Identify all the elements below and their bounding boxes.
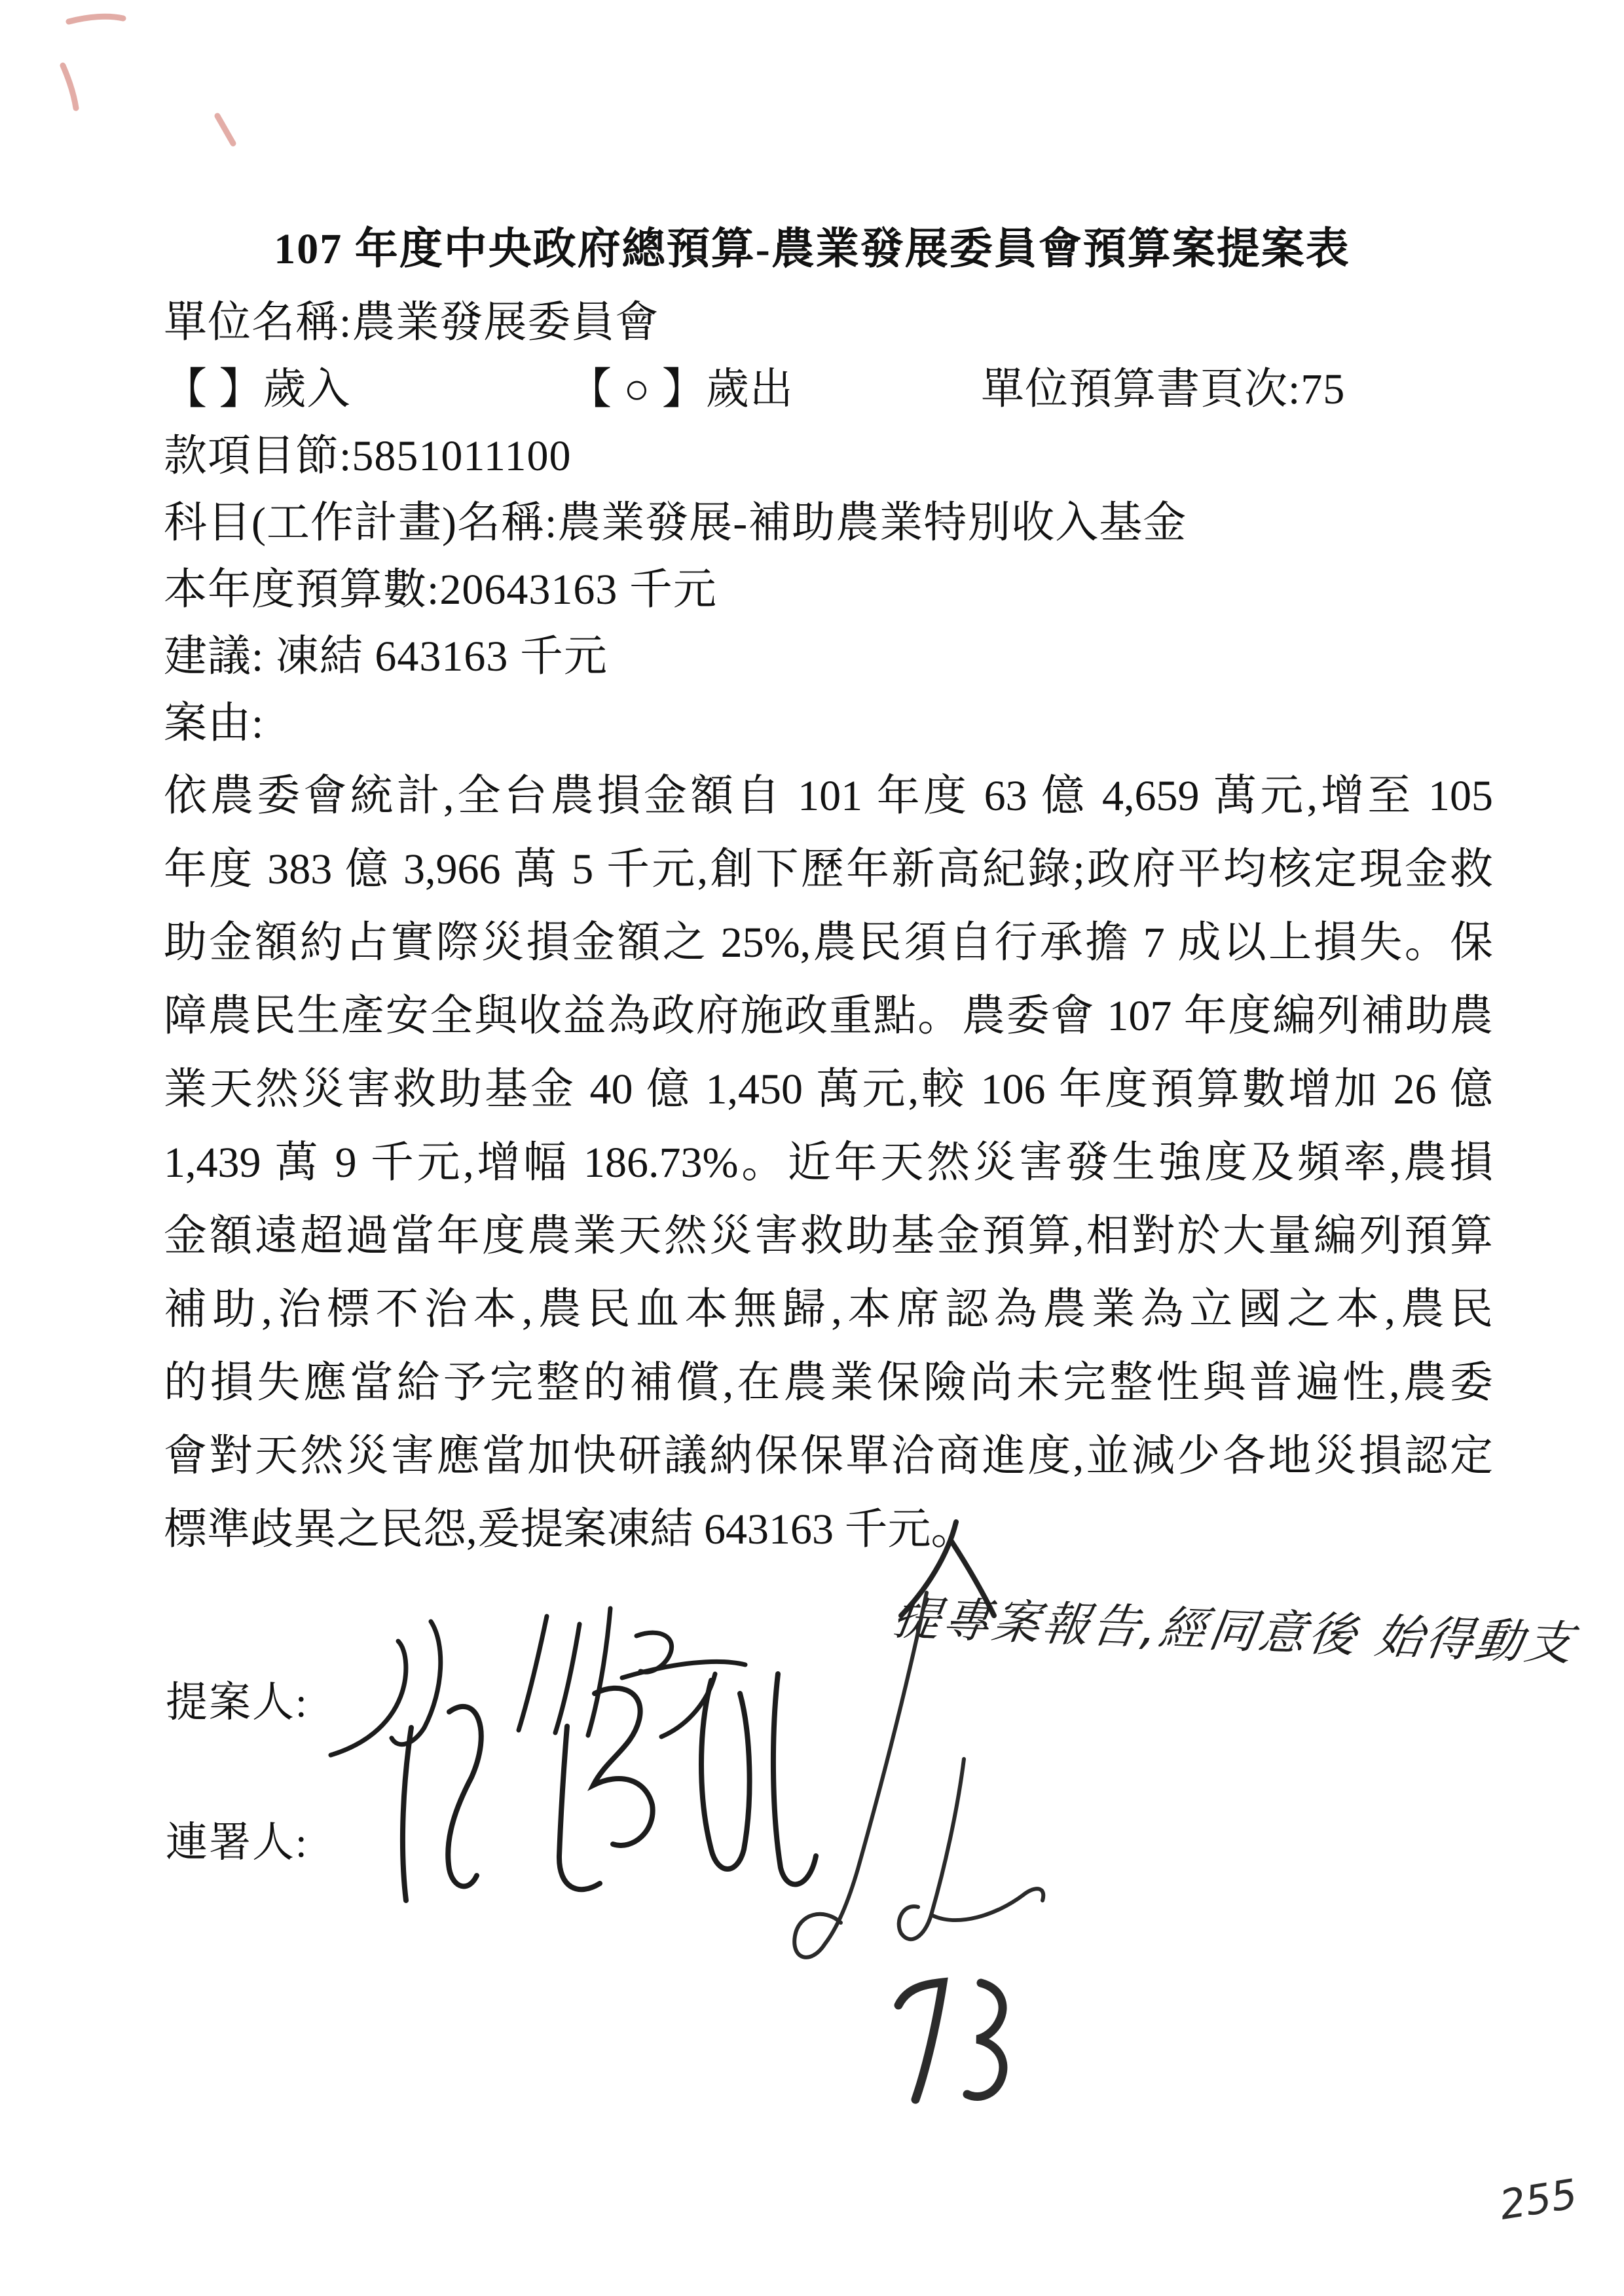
proposer-label: 提案人:	[166, 1679, 308, 1726]
body-line: 金額遠超過當年度農業天然災害救助基金預算,相對於大量編列預算	[164, 1212, 1493, 1260]
body-line: 會對天然災害應當加快研議納保保單洽商進度,並減少各地災損認定	[164, 1432, 1493, 1480]
checkbox-revenue: 【 】歲入	[164, 365, 351, 413]
handwritten-annotation: 提專案報告,經同意後 始得動支	[889, 1590, 1579, 1671]
body-line: 助金額約占實際災損金額之 25%,農民須自行承擔 7 成以上損失。保	[164, 919, 1493, 967]
handwritten-number-255: 255	[1496, 2170, 1581, 2229]
handwritten-number-73	[871, 1965, 1054, 2115]
body-line: 依農委會統計,全台農損金額自 101 年度 63 億 4,659 萬元,增至 105	[164, 772, 1493, 820]
cosigner-signature	[403, 1674, 816, 1900]
field-suggestion: 建議: 凍結 643163 千元	[164, 633, 608, 680]
body-line: 的損失應當給予完整的補償,在農業保險尚未完整性與普遍性,農委	[164, 1359, 1493, 1407]
right-signature-scribble	[794, 1593, 1043, 1957]
checkbox-expenditure: 【 ○ 】歲出	[568, 365, 794, 413]
budget-book-page: 單位預算書頁次:75	[981, 365, 1346, 413]
body-line: 1,439 萬 9 千元,增幅 186.73%。近年天然災害發生強度及頻率,農損	[164, 1139, 1493, 1187]
red-pencil-marks	[33, 3, 268, 154]
field-current-budget: 本年度預算數:20643163 千元	[164, 566, 717, 614]
body-line: 補助,治標不治本,農民血本無歸,本席認為農業為立國之本,農民	[164, 1286, 1493, 1333]
field-unit-name: 單位名稱:農業發展委員會	[164, 299, 659, 346]
field-subject-name: 科目(工作計畫)名稱:農業發展-補助農業特別收入基金	[164, 499, 1187, 547]
field-case-label: 案由:	[164, 699, 265, 747]
cosigner-label: 連署人:	[166, 1819, 308, 1866]
body-line: 標準歧異之民怨,爰提案凍結 643163 千元。	[164, 1506, 974, 1553]
body-line: 業天然災害救助基金 40 億 1,450 萬元,較 106 年度預算數增加 26 億	[164, 1065, 1493, 1113]
body-line: 障農民生產安全與收益為政府施政重點。農委會 107 年度編列補助農	[164, 992, 1493, 1040]
body-line: 年度 383 億 3,966 萬 5 千元,創下歷年新高紀錄;政府平均核定現金救	[164, 845, 1493, 893]
signatures-group	[249, 1559, 1166, 2017]
document-title: 107 年度中央政府總預算-農業發展委員會預算案提案表	[274, 225, 1350, 273]
field-item-code: 款項目節:5851011100	[164, 432, 572, 480]
case-description-paragraph	[164, 760, 1493, 1566]
proposer-signature	[331, 1608, 745, 1755]
